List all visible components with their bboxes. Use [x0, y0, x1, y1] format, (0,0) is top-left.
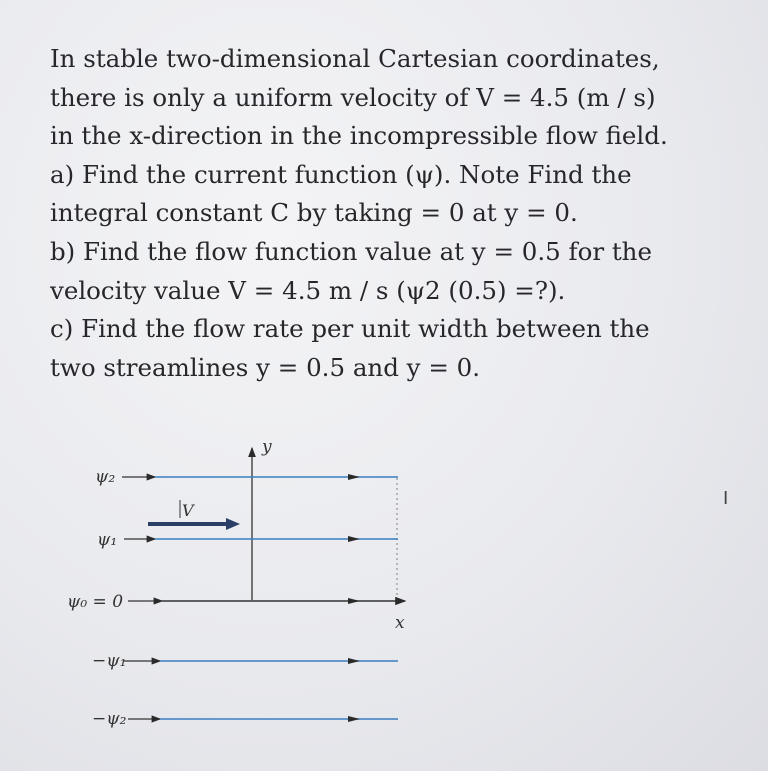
text-cursor-icon: I [723, 488, 729, 509]
flow-arrowhead [348, 474, 360, 480]
streamline-label-neg-psi2: −ψ₂ [92, 709, 127, 729]
problem-line-2: there is only a uniform velocity of V = 4.5 (m / s) [50, 82, 656, 112]
x-axis-label: x [395, 613, 405, 633]
flow-arrowhead [348, 716, 360, 722]
streamline-label-psi1: ψ₁ [97, 530, 118, 550]
streamline-label-psi0: ψ₀ = 0 [67, 592, 124, 612]
problem-line-1: In stable two-dimensional Cartesian coordinates, [50, 44, 660, 73]
problem-part-b-cont: velocity value V = 4.5 m / s (ψ2 (0.5) =?). [50, 275, 566, 305]
problem-part-a: a) Find the current function (ψ). Note Find the [50, 159, 632, 189]
problem-part-c-cont: two streamlines y = 0.5 and y = 0. [50, 352, 481, 382]
problem-line-3: in the x-direction in the incompressible flow field. [50, 121, 668, 151]
flow-arrowhead [348, 598, 360, 604]
flow-arrowhead [348, 658, 360, 664]
problem-part-b: b) Find the flow function value at y = 0.5 for the [50, 236, 652, 266]
streamline-label-neg-psi1: −ψ₁ [92, 651, 127, 671]
problem-part-c: c) Find the flow rate per unit width between the [50, 314, 650, 344]
velocity-arrowhead [226, 518, 240, 530]
problem-part-a-cont: integral constant C by taking = 0 at y = 0. [50, 198, 578, 228]
y-axis-label: y [262, 437, 272, 457]
streamline-label-psi2: ψ₂ [95, 467, 116, 487]
velocity-label: V [182, 501, 194, 520]
flow-arrowhead [348, 536, 360, 542]
